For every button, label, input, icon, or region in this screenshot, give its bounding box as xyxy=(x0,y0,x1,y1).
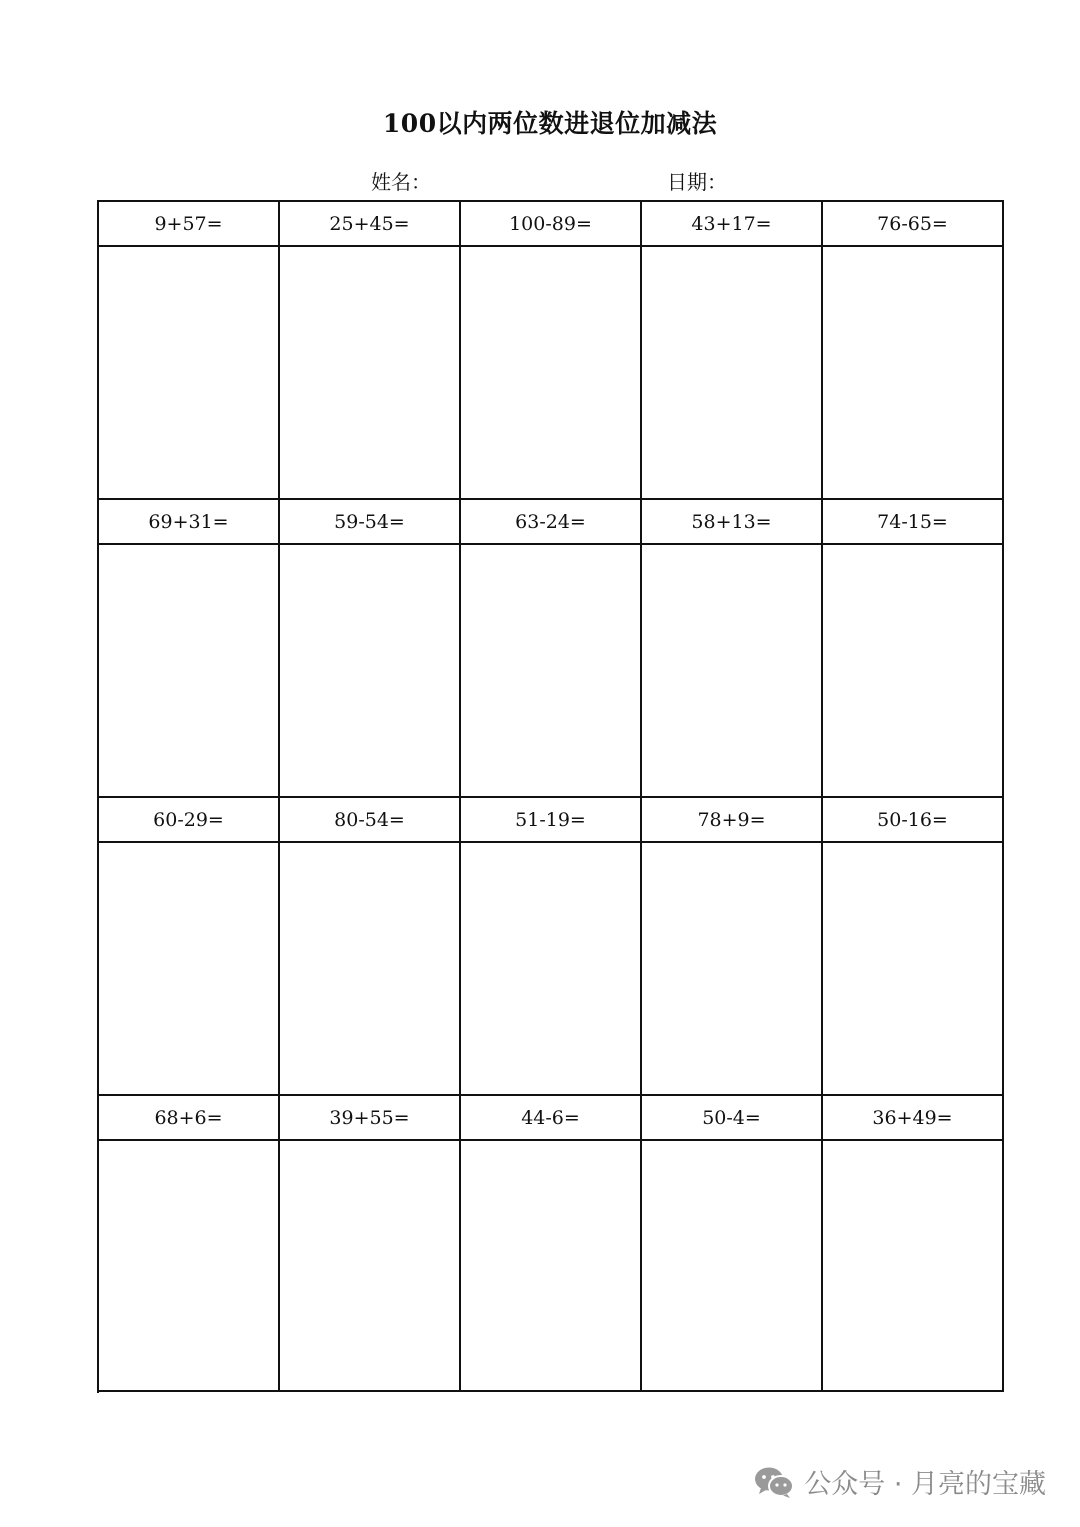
problem-cell xyxy=(642,1096,823,1392)
problem-cell xyxy=(99,500,280,798)
problem-cell xyxy=(461,798,642,1096)
answer-space xyxy=(642,545,821,796)
problem-cell xyxy=(461,202,642,500)
problem-cell xyxy=(461,1096,642,1392)
answer-space xyxy=(642,1141,821,1390)
problem-label: 50-4= xyxy=(642,1096,821,1141)
answer-space xyxy=(823,247,1002,498)
problem-label: 74-15= xyxy=(823,500,1002,545)
problem-cell xyxy=(642,798,823,1096)
problem-cell xyxy=(823,500,1004,798)
problem-label: 100-89= xyxy=(461,202,640,247)
problem-label: 80-54= xyxy=(280,798,459,843)
problem-cell xyxy=(99,1096,280,1392)
answer-space xyxy=(642,247,821,498)
problem-label: 78+9= xyxy=(642,798,821,843)
problem-label: 39+55= xyxy=(280,1096,459,1141)
problem-cell xyxy=(823,798,1004,1096)
wechat-icon xyxy=(754,1465,794,1499)
answer-space xyxy=(823,1141,1002,1390)
problem-cell xyxy=(823,202,1004,500)
problem-cell xyxy=(280,798,461,1096)
problem-cell xyxy=(99,798,280,1096)
problem-cell xyxy=(280,1096,461,1392)
answer-space xyxy=(461,545,640,796)
problem-label: 44-6= xyxy=(461,1096,640,1141)
page-title: 100以内两位数进退位加减法 xyxy=(382,109,718,138)
problem-row xyxy=(99,798,1004,1096)
problem-label: 43+17= xyxy=(642,202,821,247)
problem-label: 25+45= xyxy=(280,202,459,247)
problem-cell xyxy=(280,500,461,798)
answer-space xyxy=(461,843,640,1094)
problem-label: 59-54= xyxy=(280,500,459,545)
answer-space xyxy=(461,247,640,498)
answer-space xyxy=(823,545,1002,796)
watermark xyxy=(754,1462,1046,1501)
problem-cell xyxy=(461,500,642,798)
problem-label: 68+6= xyxy=(99,1096,278,1141)
answer-space xyxy=(461,1141,640,1390)
problem-label: 51-19= xyxy=(461,798,640,843)
problem-label: 63-24= xyxy=(461,500,640,545)
problem-label: 9+57= xyxy=(99,202,278,247)
date-label: 日期： xyxy=(667,170,727,194)
worksheet-grid xyxy=(97,200,1004,1393)
answer-space xyxy=(280,1141,459,1390)
name-label: 姓名： xyxy=(371,170,431,194)
problem-label: 76-65= xyxy=(823,202,1002,247)
problem-label: 58+13= xyxy=(642,500,821,545)
problem-row xyxy=(99,202,1004,500)
answer-space xyxy=(99,247,278,498)
problem-cell xyxy=(642,500,823,798)
problem-label: 60-29= xyxy=(99,798,278,843)
problem-row xyxy=(99,1096,1004,1392)
answer-space xyxy=(280,843,459,1094)
problem-row xyxy=(99,500,1004,798)
problem-label: 69+31= xyxy=(99,500,278,545)
problem-cell xyxy=(642,202,823,500)
problem-cell xyxy=(99,202,280,500)
answer-space xyxy=(99,1141,278,1390)
problem-label: 36+49= xyxy=(823,1096,1002,1141)
answer-space xyxy=(280,247,459,498)
answer-space xyxy=(99,545,278,796)
answer-space xyxy=(823,843,1002,1094)
problem-cell xyxy=(280,202,461,500)
answer-space xyxy=(280,545,459,796)
answer-space xyxy=(99,843,278,1094)
problem-label: 50-16= xyxy=(823,798,1002,843)
answer-space xyxy=(642,843,821,1094)
watermark-text: 公众号 · 月亮的宝藏 xyxy=(804,1469,1046,1500)
problem-cell xyxy=(823,1096,1004,1392)
